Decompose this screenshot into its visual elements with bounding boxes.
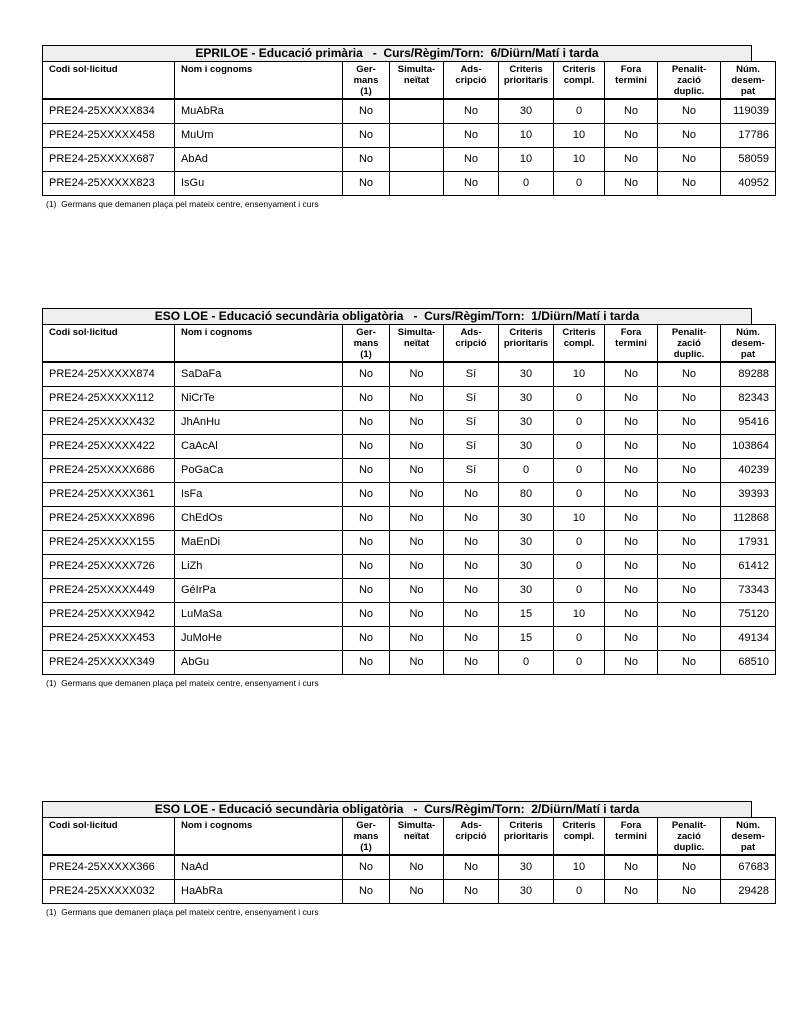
cell-name: HaAbRa (175, 879, 343, 903)
cell-assignment: No (444, 123, 499, 147)
cell-tiebreak-number: 40239 (721, 458, 776, 482)
column-header-priority-criteria: Criteris prioritaris (499, 62, 554, 100)
table-row (43, 530, 776, 554)
cell-priority-criteria: 30 (499, 410, 554, 434)
cell-tiebreak-number: 95416 (721, 410, 776, 434)
cell-name: LiZh (175, 554, 343, 578)
cell-simultaneity: No (390, 602, 444, 626)
cell-out-of-term: No (605, 362, 658, 386)
cell-assignment: No (444, 171, 499, 195)
column-header-tiebreak-number: Núm. desem- pat (721, 325, 776, 363)
cell-simultaneity: No (390, 879, 444, 903)
table-row (43, 171, 776, 195)
allocation-section (42, 45, 769, 209)
footnote: (1) Germans que demanen plaça pel mateix centre, ensenyament i curs (46, 677, 319, 688)
cell-out-of-term: No (605, 386, 658, 410)
cell-priority-criteria: 10 (499, 147, 554, 171)
cell-tiebreak-number: 68510 (721, 650, 776, 674)
cell-tiebreak-number: 119039 (721, 99, 776, 123)
cell-siblings: No (343, 410, 390, 434)
cell-tiebreak-number: 29428 (721, 879, 776, 903)
cell-assignment: No (444, 578, 499, 602)
cell-simultaneity: No (390, 386, 444, 410)
cell-simultaneity: No (390, 410, 444, 434)
column-header-tiebreak-number: Núm. desem- pat (721, 818, 776, 856)
cell-request-code: PRE24-25XXXXX458 (43, 123, 175, 147)
cell-simultaneity: No (390, 554, 444, 578)
cell-duplicate-penalty: No (658, 434, 721, 458)
column-header-complementary-criteria: Criteris compl. (554, 62, 605, 100)
cell-priority-criteria: 30 (499, 879, 554, 903)
column-header-request-code: Codi sol·licitud (43, 62, 175, 100)
cell-request-code: PRE24-25XXXXX453 (43, 626, 175, 650)
cell-tiebreak-number: 112868 (721, 506, 776, 530)
cell-priority-criteria: 80 (499, 482, 554, 506)
cell-siblings: No (343, 123, 390, 147)
cell-assignment: No (444, 650, 499, 674)
section-title: ESO LOE - Educació secundària obligatòria - Curs/Règim/Torn: 1/Diürn/Matí i tarda (42, 308, 752, 324)
cell-duplicate-penalty: No (658, 626, 721, 650)
cell-priority-criteria: 15 (499, 626, 554, 650)
table-row (43, 362, 776, 386)
cell-siblings: No (343, 530, 390, 554)
cell-duplicate-penalty: No (658, 650, 721, 674)
cell-out-of-term: No (605, 879, 658, 903)
cell-priority-criteria: 0 (499, 171, 554, 195)
cell-name: NaAd (175, 855, 343, 879)
column-header-duplicate-penalty: Penalit- zació duplic. (658, 62, 721, 100)
cell-duplicate-penalty: No (658, 123, 721, 147)
cell-simultaneity: No (390, 855, 444, 879)
cell-assignment: No (444, 602, 499, 626)
cell-name: NiCrTe (175, 386, 343, 410)
cell-tiebreak-number: 61412 (721, 554, 776, 578)
table-header-row (43, 818, 776, 856)
cell-duplicate-penalty: No (658, 482, 721, 506)
table-header-row (43, 325, 776, 363)
cell-siblings: No (343, 554, 390, 578)
cell-tiebreak-number: 17931 (721, 530, 776, 554)
cell-out-of-term: No (605, 410, 658, 434)
column-header-name: Nom i cognoms (175, 818, 343, 856)
cell-out-of-term: No (605, 123, 658, 147)
cell-siblings: No (343, 362, 390, 386)
section-title: EPRILOE - Educació primària - Curs/Règim/Torn: 6/Diürn/Matí i tarda (42, 45, 752, 61)
column-header-name: Nom i cognoms (175, 62, 343, 100)
cell-complementary-criteria: 0 (554, 434, 605, 458)
cell-simultaneity (390, 123, 444, 147)
cell-tiebreak-number: 67683 (721, 855, 776, 879)
cell-siblings: No (343, 578, 390, 602)
table-row (43, 506, 776, 530)
cell-priority-criteria: 30 (499, 362, 554, 386)
cell-request-code: PRE24-25XXXXX112 (43, 386, 175, 410)
cell-request-code: PRE24-25XXXXX366 (43, 855, 175, 879)
cell-simultaneity: No (390, 626, 444, 650)
cell-assignment: Sí (444, 410, 499, 434)
cell-request-code: PRE24-25XXXXX896 (43, 506, 175, 530)
table-row (43, 855, 776, 879)
cell-simultaneity: No (390, 578, 444, 602)
cell-complementary-criteria: 10 (554, 506, 605, 530)
cell-simultaneity: No (390, 458, 444, 482)
cell-tiebreak-number: 103864 (721, 434, 776, 458)
column-header-assignment: Ads- cripció (444, 62, 499, 100)
cell-out-of-term: No (605, 99, 658, 123)
cell-simultaneity: No (390, 530, 444, 554)
cell-simultaneity: No (390, 434, 444, 458)
cell-duplicate-penalty: No (658, 879, 721, 903)
cell-assignment: No (444, 855, 499, 879)
section-title: ESO LOE - Educació secundària obligatòria - Curs/Règim/Torn: 2/Diürn/Matí i tarda (42, 801, 752, 817)
cell-tiebreak-number: 58059 (721, 147, 776, 171)
cell-name: SaDaFa (175, 362, 343, 386)
table-row (43, 410, 776, 434)
cell-request-code: PRE24-25XXXXX834 (43, 99, 175, 123)
cell-out-of-term: No (605, 530, 658, 554)
cell-priority-criteria: 0 (499, 650, 554, 674)
cell-siblings: No (343, 879, 390, 903)
cell-complementary-criteria: 0 (554, 410, 605, 434)
cell-priority-criteria: 30 (499, 434, 554, 458)
table-row (43, 626, 776, 650)
cell-out-of-term: No (605, 578, 658, 602)
cell-complementary-criteria: 10 (554, 123, 605, 147)
cell-simultaneity (390, 171, 444, 195)
cell-complementary-criteria: 10 (554, 855, 605, 879)
cell-request-code: PRE24-25XXXXX432 (43, 410, 175, 434)
cell-request-code: PRE24-25XXXXX874 (43, 362, 175, 386)
table-row (43, 458, 776, 482)
cell-name: AbAd (175, 147, 343, 171)
cell-name: CaAcAl (175, 434, 343, 458)
cell-name: MuUm (175, 123, 343, 147)
column-header-assignment: Ads- cripció (444, 818, 499, 856)
column-header-complementary-criteria: Criteris compl. (554, 818, 605, 856)
column-header-tiebreak-number: Núm. desem- pat (721, 62, 776, 100)
table-row (43, 99, 776, 123)
table-row (43, 386, 776, 410)
cell-assignment: Sí (444, 458, 499, 482)
cell-complementary-criteria: 0 (554, 578, 605, 602)
cell-siblings: No (343, 855, 390, 879)
cell-siblings: No (343, 99, 390, 123)
column-header-priority-criteria: Criteris prioritaris (499, 818, 554, 856)
cell-simultaneity (390, 99, 444, 123)
cell-complementary-criteria: 0 (554, 171, 605, 195)
cell-complementary-criteria: 0 (554, 554, 605, 578)
cell-complementary-criteria: 0 (554, 650, 605, 674)
cell-tiebreak-number: 17786 (721, 123, 776, 147)
allocation-table (42, 817, 776, 904)
cell-priority-criteria: 30 (499, 530, 554, 554)
column-header-simultaneity: Simulta- neïtat (390, 325, 444, 363)
cell-duplicate-penalty: No (658, 855, 721, 879)
cell-out-of-term: No (605, 855, 658, 879)
allocation-section (42, 801, 769, 917)
cell-complementary-criteria: 0 (554, 458, 605, 482)
cell-out-of-term: No (605, 482, 658, 506)
column-header-siblings: Ger- mans (1) (343, 325, 390, 363)
column-header-duplicate-penalty: Penalit- zació duplic. (658, 325, 721, 363)
cell-simultaneity: No (390, 482, 444, 506)
allocation-table (42, 324, 776, 675)
table-row (43, 602, 776, 626)
cell-priority-criteria: 15 (499, 602, 554, 626)
column-header-duplicate-penalty: Penalit- zació duplic. (658, 818, 721, 856)
cell-simultaneity (390, 147, 444, 171)
cell-duplicate-penalty: No (658, 171, 721, 195)
cell-priority-criteria: 30 (499, 578, 554, 602)
cell-complementary-criteria: 0 (554, 99, 605, 123)
cell-priority-criteria: 10 (499, 123, 554, 147)
cell-priority-criteria: 30 (499, 554, 554, 578)
cell-request-code: PRE24-25XXXXX823 (43, 171, 175, 195)
cell-siblings: No (343, 147, 390, 171)
footnote: (1) Germans que demanen plaça pel mateix centre, ensenyament i curs (46, 906, 319, 917)
cell-complementary-criteria: 0 (554, 626, 605, 650)
cell-tiebreak-number: 89288 (721, 362, 776, 386)
cell-assignment: Sí (444, 386, 499, 410)
cell-name: GéIrPa (175, 578, 343, 602)
cell-assignment: No (444, 530, 499, 554)
column-header-name: Nom i cognoms (175, 325, 343, 363)
cell-tiebreak-number: 75120 (721, 602, 776, 626)
cell-name: JuMoHe (175, 626, 343, 650)
table-row (43, 554, 776, 578)
cell-assignment: Sí (444, 362, 499, 386)
cell-duplicate-penalty: No (658, 530, 721, 554)
cell-out-of-term: No (605, 650, 658, 674)
allocation-section (42, 308, 769, 688)
cell-complementary-criteria: 0 (554, 879, 605, 903)
cell-name: JhAnHu (175, 410, 343, 434)
cell-assignment: No (444, 482, 499, 506)
column-header-siblings: Ger- mans (1) (343, 818, 390, 856)
cell-assignment: No (444, 626, 499, 650)
column-header-request-code: Codi sol·licitud (43, 325, 175, 363)
table-row (43, 650, 776, 674)
cell-request-code: PRE24-25XXXXX422 (43, 434, 175, 458)
cell-out-of-term: No (605, 171, 658, 195)
cell-assignment: No (444, 99, 499, 123)
table-row (43, 434, 776, 458)
cell-out-of-term: No (605, 602, 658, 626)
column-header-assignment: Ads- cripció (444, 325, 499, 363)
cell-assignment: Sí (444, 434, 499, 458)
cell-out-of-term: No (605, 554, 658, 578)
cell-duplicate-penalty: No (658, 410, 721, 434)
cell-request-code: PRE24-25XXXXX726 (43, 554, 175, 578)
allocation-table (42, 61, 776, 196)
cell-tiebreak-number: 82343 (721, 386, 776, 410)
cell-duplicate-penalty: No (658, 506, 721, 530)
column-header-out-of-term: Fora termini (605, 325, 658, 363)
cell-siblings: No (343, 650, 390, 674)
cell-siblings: No (343, 602, 390, 626)
column-header-siblings: Ger- mans (1) (343, 62, 390, 100)
cell-complementary-criteria: 10 (554, 602, 605, 626)
cell-request-code: PRE24-25XXXXX942 (43, 602, 175, 626)
cell-priority-criteria: 30 (499, 99, 554, 123)
table-row (43, 147, 776, 171)
cell-name: PoGaCa (175, 458, 343, 482)
cell-request-code: PRE24-25XXXXX686 (43, 458, 175, 482)
footnote: (1) Germans que demanen plaça pel mateix centre, ensenyament i curs (46, 198, 319, 209)
column-header-out-of-term: Fora termini (605, 818, 658, 856)
table-row (43, 482, 776, 506)
cell-priority-criteria: 30 (499, 506, 554, 530)
cell-simultaneity: No (390, 650, 444, 674)
cell-siblings: No (343, 506, 390, 530)
cell-request-code: PRE24-25XXXXX361 (43, 482, 175, 506)
cell-priority-criteria: 30 (499, 855, 554, 879)
column-header-request-code: Codi sol·licitud (43, 818, 175, 856)
cell-siblings: No (343, 482, 390, 506)
cell-siblings: No (343, 171, 390, 195)
cell-assignment: No (444, 506, 499, 530)
cell-name: MaEnDi (175, 530, 343, 554)
cell-siblings: No (343, 626, 390, 650)
column-header-out-of-term: Fora termini (605, 62, 658, 100)
cell-duplicate-penalty: No (658, 554, 721, 578)
cell-name: MuAbRa (175, 99, 343, 123)
cell-priority-criteria: 0 (499, 458, 554, 482)
column-header-simultaneity: Simulta- neïtat (390, 818, 444, 856)
cell-assignment: No (444, 554, 499, 578)
table-header-row (43, 62, 776, 100)
cell-out-of-term: No (605, 434, 658, 458)
table-row (43, 879, 776, 903)
cell-duplicate-penalty: No (658, 99, 721, 123)
cell-assignment: No (444, 879, 499, 903)
cell-duplicate-penalty: No (658, 578, 721, 602)
cell-complementary-criteria: 0 (554, 386, 605, 410)
cell-duplicate-penalty: No (658, 386, 721, 410)
cell-request-code: PRE24-25XXXXX687 (43, 147, 175, 171)
cell-complementary-criteria: 10 (554, 362, 605, 386)
cell-priority-criteria: 30 (499, 386, 554, 410)
cell-complementary-criteria: 0 (554, 530, 605, 554)
cell-out-of-term: No (605, 147, 658, 171)
cell-name: IsGu (175, 171, 343, 195)
cell-duplicate-penalty: No (658, 602, 721, 626)
column-header-complementary-criteria: Criteris compl. (554, 325, 605, 363)
cell-tiebreak-number: 40952 (721, 171, 776, 195)
cell-siblings: No (343, 458, 390, 482)
cell-out-of-term: No (605, 458, 658, 482)
cell-name: AbGu (175, 650, 343, 674)
cell-siblings: No (343, 434, 390, 458)
cell-out-of-term: No (605, 506, 658, 530)
cell-name: IsFa (175, 482, 343, 506)
cell-tiebreak-number: 49134 (721, 626, 776, 650)
cell-tiebreak-number: 39393 (721, 482, 776, 506)
column-header-simultaneity: Simulta- neïtat (390, 62, 444, 100)
table-row (43, 123, 776, 147)
cell-name: ChEdOs (175, 506, 343, 530)
cell-duplicate-penalty: No (658, 458, 721, 482)
cell-request-code: PRE24-25XXXXX155 (43, 530, 175, 554)
cell-duplicate-penalty: No (658, 147, 721, 171)
cell-tiebreak-number: 73343 (721, 578, 776, 602)
cell-out-of-term: No (605, 626, 658, 650)
cell-request-code: PRE24-25XXXXX349 (43, 650, 175, 674)
cell-simultaneity: No (390, 506, 444, 530)
column-header-priority-criteria: Criteris prioritaris (499, 325, 554, 363)
cell-assignment: No (444, 147, 499, 171)
cell-request-code: PRE24-25XXXXX032 (43, 879, 175, 903)
cell-name: LuMaSa (175, 602, 343, 626)
table-row (43, 578, 776, 602)
cell-complementary-criteria: 0 (554, 482, 605, 506)
cell-simultaneity: No (390, 362, 444, 386)
cell-siblings: No (343, 386, 390, 410)
cell-request-code: PRE24-25XXXXX449 (43, 578, 175, 602)
cell-complementary-criteria: 10 (554, 147, 605, 171)
cell-duplicate-penalty: No (658, 362, 721, 386)
